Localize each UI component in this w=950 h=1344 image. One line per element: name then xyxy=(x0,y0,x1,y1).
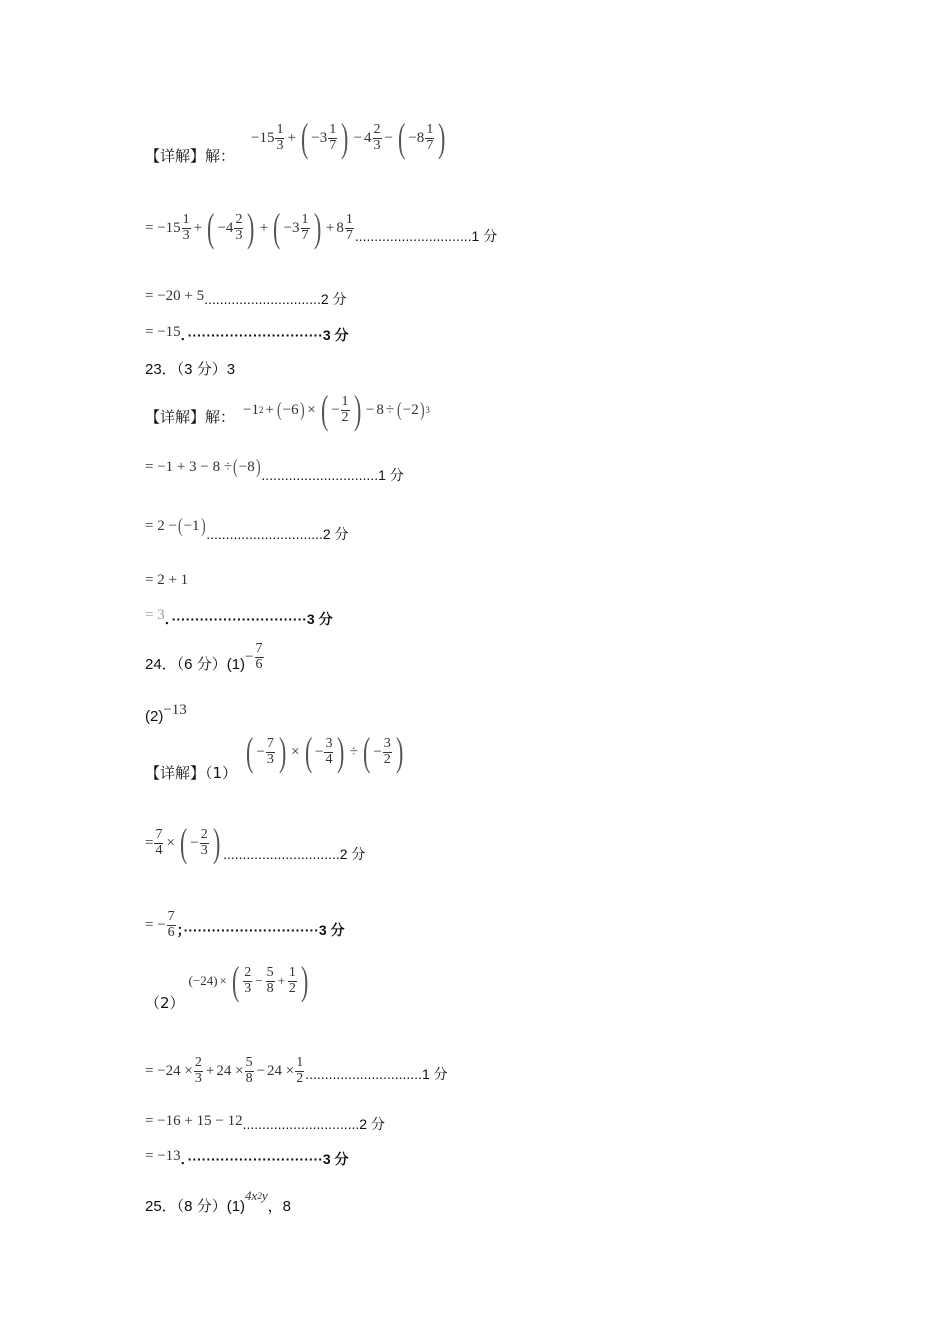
step-line-3 xyxy=(145,284,347,308)
q24-expression-6: = −16 + 15 − 12 xyxy=(145,1112,243,1129)
q24-part2-line xyxy=(145,958,311,1012)
q24-score-dots-5: ．·····························3 分 xyxy=(180,1151,349,1167)
q24-score-dots-2: ；·····························3 分 xyxy=(176,922,345,938)
q24-answer-2: −13 xyxy=(163,701,187,718)
q24-expression-3: = − $\frac{7}{6}$ xyxy=(145,908,175,940)
q24-part2-step-1 xyxy=(145,1050,448,1092)
q24-part2-step-2 xyxy=(145,1110,385,1132)
q24-expression-1: ( − $\frac{7}{3}$ ) × ( − $\frac{3}{4}$ ) ÷ ( − $\frac{3}{2}$ ) xyxy=(246,729,404,774)
detail-line-1 xyxy=(145,115,449,165)
q24-expression-5: = −24 × $\frac{2}{3}$ + 24 × $\frac{5}{8}$ − 24 × $\frac{1}{2}$ xyxy=(145,1054,304,1086)
q24-detail-line xyxy=(145,729,406,782)
question-24-header xyxy=(145,640,265,680)
q23-expression-2: = −1 + 3 − 8 ÷ ( −8 ) xyxy=(145,455,261,478)
question-25-header xyxy=(145,1182,291,1216)
q23-score-dots-1: ..............................1 分 xyxy=(261,467,404,483)
q23-detail-label: 【详解】解： xyxy=(145,407,236,426)
step-line-4 xyxy=(145,320,349,344)
q24-expression-7: = −13 xyxy=(145,1147,181,1164)
question-25-title: 25．（8 分）(1) xyxy=(145,1197,246,1215)
q24-answer-1: − $\frac{7}{6}$ xyxy=(245,640,263,672)
q23-step-1 xyxy=(145,452,404,482)
q23-expression-3: = 2 − ( −1 ) xyxy=(145,514,206,537)
q24-expression-2: = $\frac{7}{4}$ × ( − $\frac{2}{3}$ ) xyxy=(145,820,221,865)
q24-step-1 xyxy=(145,820,365,866)
q25-answer-expression: 4x 2 y xyxy=(245,1188,268,1203)
q23-step-2 xyxy=(145,511,349,541)
q25-answer-tail: ，8 xyxy=(267,1197,291,1215)
q24-detail-label: 【详解】（1） xyxy=(145,763,238,782)
expression-2: = −15 $\frac{1}{3}$ + ( −4 $\frac{2}{3}$ ) + ( −3 $\frac{1}{7}$ ) + 8 $\frac{1}{7}$ xyxy=(145,205,353,250)
score-dots-1: ..............................1 分 xyxy=(354,228,498,244)
q23-step-4 xyxy=(145,604,333,626)
q23-score-dots-3: ．·····························3 分 xyxy=(164,611,333,627)
expression-4: = −15 xyxy=(145,323,181,340)
q24-score-dots-3: ..............................1 分 xyxy=(305,1066,448,1082)
step-line-2 xyxy=(145,205,497,251)
q24-part2-detail: （2） xyxy=(145,993,185,1012)
score-dots-2: ..............................2 分 xyxy=(204,291,347,307)
q23-expression-1: −1 2 + ( −6 ) × ( − $\frac{1}{2}$ ) − 8 ÷ ( −2 ) 3 xyxy=(243,387,430,432)
q24-step-2 xyxy=(145,904,345,946)
question-24-title: 24．（6 分）(1) xyxy=(145,655,246,673)
q24-expression-4: (−24) × ( $\frac{2}{3}$ − $\frac{5}{8}$ + $\frac{1}{2}$ ) xyxy=(188,958,309,1003)
q24-part2-label: (2) xyxy=(145,707,164,725)
detail-label: 【详解】解： xyxy=(145,146,236,165)
q23-expression-5: = 3 xyxy=(145,606,165,623)
q24-score-dots-1: ..............................2 分 xyxy=(223,846,366,862)
expression-3: = −20 + 5 xyxy=(145,287,205,304)
expression-1: −15 $\frac{1}{3}$ + ( −3 $\frac{1}{7}$ ) − 4 $\frac{2}{3}$ − ( −8 $\frac{1}{7}$ ) xyxy=(251,115,446,160)
q23-detail-line xyxy=(145,387,430,434)
question-23-title: 23．（3 分）3 xyxy=(145,360,236,378)
q23-expression-4: = 2 + 1 xyxy=(145,571,189,588)
question-23-header xyxy=(145,356,235,380)
q24-score-dots-4: ..............................2 分 xyxy=(242,1116,385,1132)
q23-score-dots-2: ..............................2 分 xyxy=(206,526,349,542)
q23-step-3 xyxy=(145,570,188,590)
q24-part2-step-3 xyxy=(145,1145,349,1167)
q24-part2-answer-line xyxy=(145,702,187,724)
score-dots-3: ．·····························3 分 xyxy=(180,327,349,343)
